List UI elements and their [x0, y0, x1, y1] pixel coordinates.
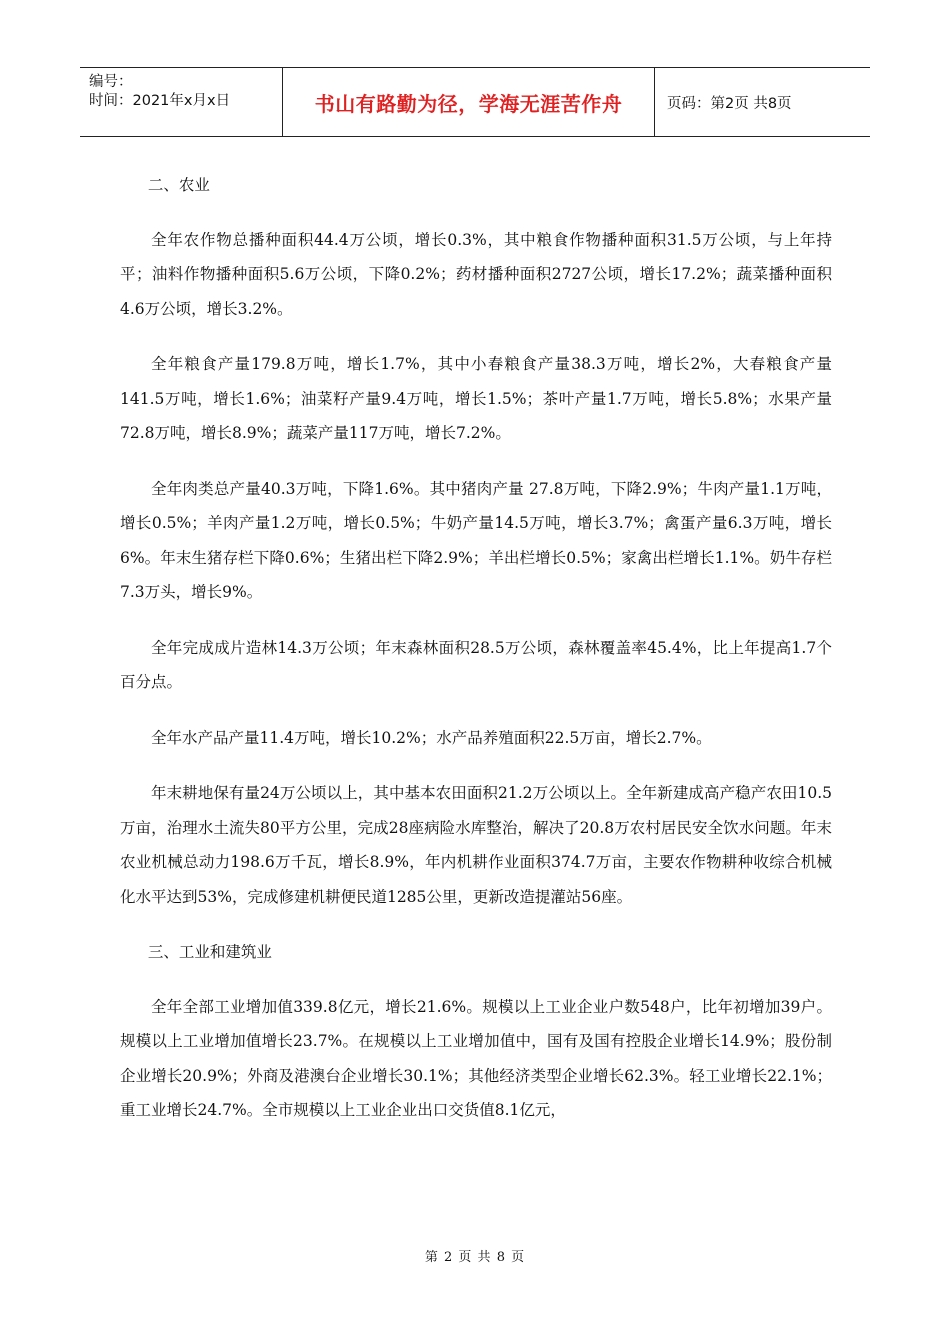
- section-heading-agriculture: 二、农业: [147, 176, 210, 194]
- header-motto: 书山有路勤为径，学海无涯苦作舟: [283, 68, 655, 136]
- paragraph-grain-output: 全年粮食产量179.8万吨，增长1.7%，其中小春粮食产量38.3万吨，增长2%，大春粮食产量141.5万吨，增长1.6%；油菜籽产量9.4万吨，增长1.5%；茶叶产量1.7万吨，增长5.8%；水果产量72.8万吨，增长8.9%；蔬菜产量117万吨，增长7.2%。: [120, 355, 832, 442]
- header-page-code: 页码：第2页 共8页: [667, 95, 792, 112]
- paragraph-industry-value: 全年全部工业增加值339.8亿元，增长21.6%。规模以上工业企业户数548户，比年初增加39户。规模以上工业增加值增长23.7%。在规模以上工业增加值中，国有及国有控股企业增长14.9%；股份制企业增长20.9%；外商及港澳台企业增长30.1%；其他经济类型企业增长62.3%。轻工业增长22.1%；重工业增长24.7%。全市规模以上工业企业出口交货值8.1亿元，: [120, 997, 832, 1119]
- paragraph-forestry: 全年完成成片造林14.3万公顷；年末森林面积28.5万公顷，森林覆盖率45.4%，比上年提高1.7个百分点。: [120, 638, 832, 691]
- document-body: [120, 168, 832, 1149]
- document-time-label: 时间：2021年x月x日: [89, 93, 231, 109]
- section-heading-industry: 三、工业和建筑业: [147, 943, 272, 961]
- paragraph-farmland: 年末耕地保有量24万公顷以上，其中基本农田面积21.2万公顷以上。全年新建成高产稳产农田10.5万亩，治理水土流失80平方公里，完成28座病险水库整治，解决了20.8万农村居民安全饮水问题。年末农业机械总动力198.6万千瓦，增长8.9%，年内机耕作业面积374.7万亩，主要农作物耕种收综合机械化水平达到53%，完成修建机耕便民道1285公里，更新改造提灌站56座。: [120, 784, 832, 906]
- paragraph-aquatic: 全年水产品产量11.4万吨，增长10.2%；水产品养殖面积22.5万亩，增长2.7%。: [151, 728, 712, 747]
- paragraph-crop-area: 全年农作物总播种面积44.4万公顷，增长0.3%，其中粮食作物播种面积31.5万公顷，与上年持平；油料作物播种面积5.6万公顷，下降0.2%；药材播种面积2727公顷，增长17.2%；蔬菜播种面积4.6万公顷，增长3.2%。: [120, 230, 832, 318]
- page-footer: 第 2 页 共 8 页: [424, 1250, 526, 1265]
- paragraph-meat-output: 全年肉类总产量40.3万吨，下降1.6%。其中猪肉产量 27.8万吨，下降2.9%；牛肉产量1.1万吨，增长0.5%；羊肉产量1.2万吨，增长0.5%；牛奶产量14.5万吨，增长3.7%；禽蛋产量6.3万吨，增长6%。年末生猪存栏下降0.6%；生猪出栏下降2.9%；羊出栏增长0.5%；家禽出栏增长1.1%。奶牛存栏7.3万头，增长9%。: [120, 479, 832, 601]
- header-meta: [80, 68, 283, 136]
- document-header: [80, 67, 870, 137]
- document-number-label: 编号：: [89, 74, 133, 90]
